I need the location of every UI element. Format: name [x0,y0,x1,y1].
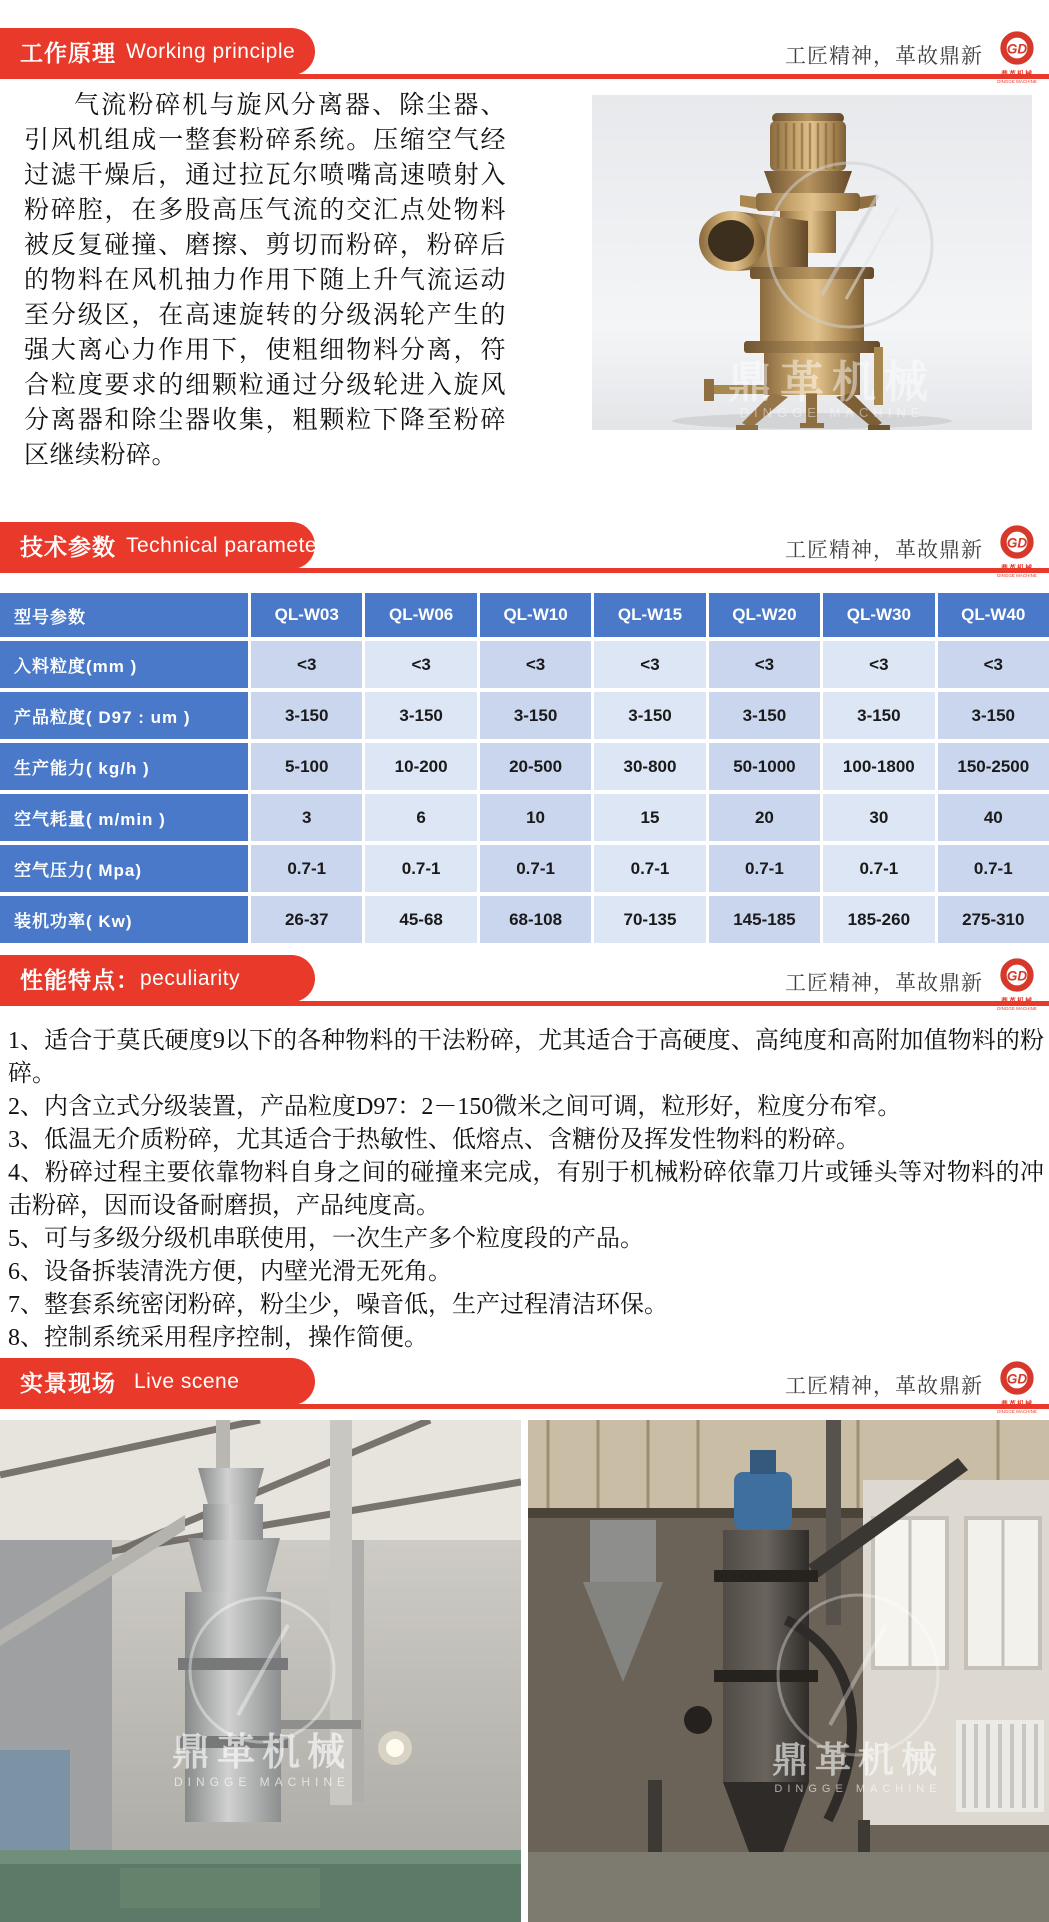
svg-text:GD: GD [1006,535,1028,551]
table-value-cell: <3 [709,641,820,688]
logo-name-en: DINGGE MACHINE [997,1409,1037,1415]
product-image-jet-mill [592,95,1032,430]
table-model-header: QL-W10 [480,593,591,637]
table-value-cell: 185-260 [823,896,934,943]
table-value-cell: 0.7-1 [709,845,820,892]
table-model-header: QL-W15 [594,593,705,637]
table-value-cell: 30 [823,794,934,841]
feature-item: 4、粉碎过程主要依靠物料自身之间的碰撞来完成，有别于机械粉碎依靠刀片或锤头等对物料的冲击粉碎，因而设备耐磨损，产品纯度高。 [8,1160,1044,1219]
svg-text:DINGGE MACHINE: DINGGE MACHINE [739,405,925,420]
working-principle-paragraph: 气流粉碎机与旋风分离器、除尘器、引风机组成一整套粉碎系统。压缩空气经过滤干燥后，通过拉瓦尔喷嘴高速喷射入粉碎腔，在多股高压气流的交汇点处物料被反复碰撞、磨擦、剪切而粉碎，粉碎后的物料在风机抽力作用下随上升气流运动至分级区，在高速旋转的分级涡轮产生的强大离心力作用下，使粗细物料分离，符合粒度要求的细颗粒通过分级轮进入旋风分离器和除尘器收集，粗颗粒下降至粉碎区继续粉碎。 [24,92,506,469]
table-value-cell: 3-150 [365,692,476,739]
feature-item: 1、适合于莫氏硬度9以下的各种物料的干法粉碎，尤其适合于高硬度、高纯度和高附加值物料的粉碎。 [8,1028,1044,1087]
table-value-cell: 145-185 [709,896,820,943]
feature-item: 2、内含立式分级装置，产品粒度D97：2－150微米之间可调，粒形好，粒度分布窄。 [8,1094,902,1120]
table-value-cell: 68-108 [480,896,591,943]
section-title-zh: 性能特点： [20,967,140,993]
table-value-cell: 100-1800 [823,743,934,790]
table-row-label: 产品粒度( D97 : um ) [0,692,248,739]
table-value-cell: 45-68 [365,896,476,943]
table-value-cell: 10-200 [365,743,476,790]
company-logo-icon [999,957,1035,993]
logo-name-en: DINGGE MACHINE [997,79,1037,85]
live-scene-photo-right [528,1420,1049,1922]
table-row-label: 生产能力( kg/h ) [0,743,248,790]
logo-name-en: DINGGE MACHINE [997,573,1037,579]
company-slogan: 工匠精神，革故鼎新 [785,972,983,995]
table-value-cell: 0.7-1 [251,845,362,892]
company-logo [993,957,1041,1012]
table-value-cell: <3 [251,641,362,688]
company-logo [993,30,1041,85]
section-header-technical-parameter [0,522,1049,602]
table-value-cell: 0.7-1 [594,845,705,892]
table-row-label: 入料粒度(mm ) [0,641,248,688]
table-value-cell: 40 [938,794,1049,841]
company-slogan: 工匠精神，革故鼎新 [785,45,983,68]
table-value-cell: 0.7-1 [938,845,1049,892]
company-slogan: 工匠精神，革故鼎新 [785,1375,983,1398]
radiator [956,1720,1044,1812]
table-corner-label: 型号参数 [0,593,248,637]
section-title-zh: 技术参数 [20,534,116,560]
table-model-header: QL-W20 [709,593,820,637]
section-title-en: peculiarity [140,966,241,990]
table-value-cell: 3 [251,794,362,841]
logo-name-zh: 鼎革机械 [1001,998,1033,1005]
table-value-cell: 0.7-1 [823,845,934,892]
table-model-header: QL-W30 [823,593,934,637]
table-value-cell: 20 [709,794,820,841]
section-title-zh: 实景现场 [20,1370,116,1396]
svg-text:鼎革机械: 鼎革机械 [728,358,936,407]
live-scene-photo-left [0,1420,521,1922]
logo-name-zh: 鼎革机械 [1001,71,1033,78]
table-row-label: 空气耗量( m/min ) [0,794,248,841]
company-logo-icon [999,1360,1035,1396]
table-value-cell: 275-310 [938,896,1049,943]
section-header-peculiarity [0,955,1049,1035]
feature-item: 6、设备拆装清洗方便，内壁光滑无死角。 [8,1259,452,1285]
table-value-cell: 3-150 [823,692,934,739]
table-value-cell: 26-37 [251,896,362,943]
company-logo-icon [999,30,1035,66]
feature-item: 5、可与多级分级机串联使用，一次生产多个粒度段的产品。 [8,1226,644,1252]
section-title-banner [0,522,325,569]
table-value-cell: <3 [365,641,476,688]
table-value-cell: <3 [480,641,591,688]
table-value-cell: 6 [365,794,476,841]
logo-name-zh: 鼎革机械 [1001,1401,1033,1408]
table-value-cell: 0.7-1 [480,845,591,892]
table-value-cell: 3-150 [938,692,1049,739]
table-value-cell: 3-150 [251,692,362,739]
table-value-cell: 0.7-1 [365,845,476,892]
table-model-header: QL-W40 [938,593,1049,637]
table-value-cell: 3-150 [480,692,591,739]
section-title-banner [0,28,315,75]
svg-text:DINGGE MACHINE: DINGGE MACHINE [774,1783,942,1795]
logo-name-zh: 鼎革机械 [1001,565,1033,572]
section-title-banner [0,955,315,1002]
section-title-en: Technical parameter [126,533,325,557]
table-value-cell: 10 [480,794,591,841]
company-logo [993,524,1041,579]
table-model-header: QL-W06 [365,593,476,637]
table-value-cell: 5-100 [251,743,362,790]
company-logo [993,1360,1041,1415]
svg-text:鼎革机械: 鼎革机械 [771,1739,945,1780]
logo-name-en: DINGGE MACHINE [997,1006,1037,1012]
table-value-cell: 20-500 [480,743,591,790]
feature-item: 3、低温无介质粉碎，尤其适合于热敏性、低熔点、含糖份及挥发性物料的粉碎。 [8,1127,860,1153]
table-model-header: QL-W03 [251,593,362,637]
table-value-cell: <3 [823,641,934,688]
table-value-cell: <3 [938,641,1049,688]
svg-text:鼎革机械: 鼎革机械 [171,1732,353,1774]
svg-text:GD: GD [1006,1371,1028,1387]
section-title-zh: 工作原理 [20,40,116,66]
feature-list [8,1025,1044,1355]
table-value-cell: <3 [594,641,705,688]
table-row-label: 装机功率( Kw) [0,896,248,943]
feature-item: 8、控制系统采用程序控制，操作简便。 [8,1325,428,1351]
table-value-cell: 50-1000 [709,743,820,790]
table-value-cell: 3-150 [594,692,705,739]
parameters-table [0,593,1049,943]
table-value-cell: 30-800 [594,743,705,790]
table-value-cell: 70-135 [594,896,705,943]
svg-text:GD: GD [1006,968,1028,984]
section-title-en: Working principle [126,39,296,63]
table-value-cell: 150-2500 [938,743,1049,790]
company-logo-icon [999,524,1035,560]
table-value-cell: 15 [594,794,705,841]
section-title-en: Live scene [134,1369,240,1393]
svg-text:DINGGE MACHINE: DINGGE MACHINE [173,1775,351,1789]
svg-text:GD: GD [1006,41,1028,57]
company-slogan: 工匠精神，革故鼎新 [785,539,983,562]
table-value-cell: 3-150 [709,692,820,739]
table-row-label: 空气压力( Mpa) [0,845,248,892]
section-title-banner [0,1358,315,1405]
feature-item: 7、整套系统密闭粉碎，粉尘少，噪音低，生产过程清洁环保。 [8,1292,668,1318]
